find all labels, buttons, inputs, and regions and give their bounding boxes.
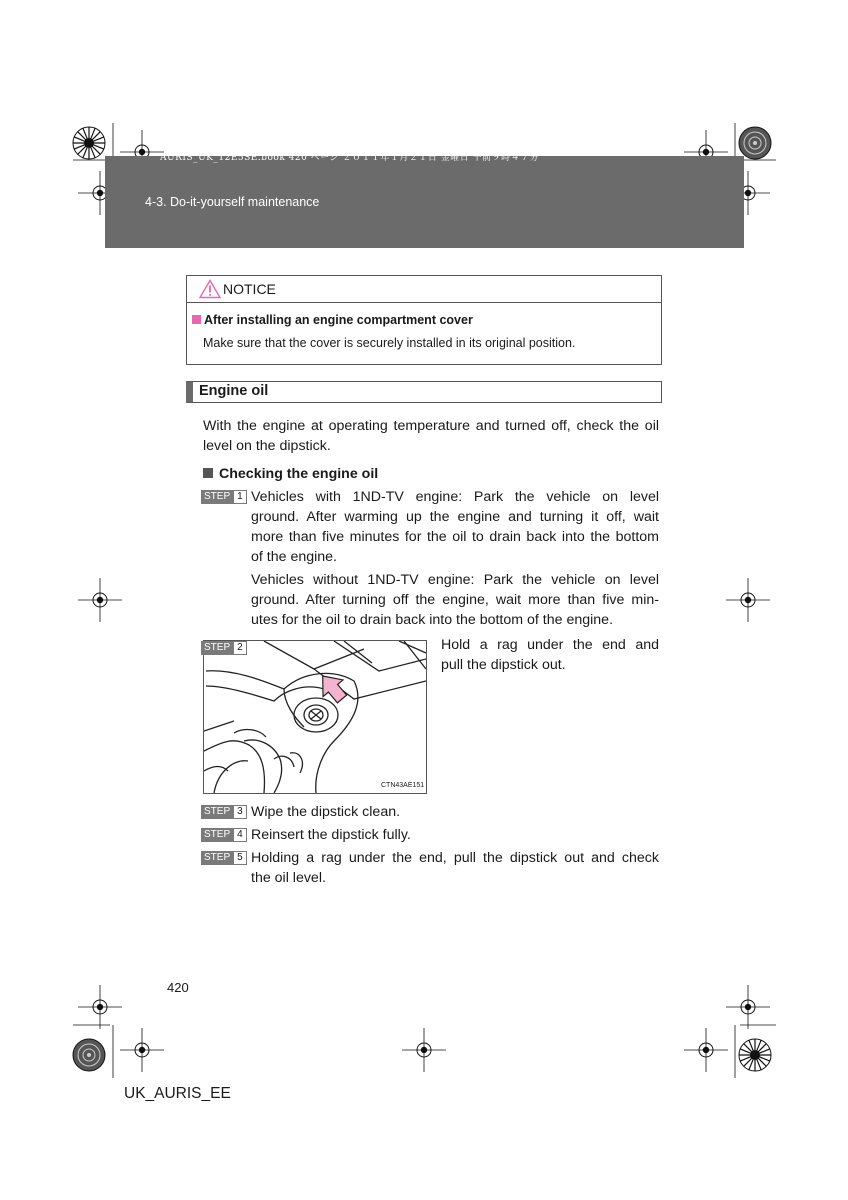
section-heading-text: Engine oil — [199, 383, 269, 399]
square-bullet-icon — [203, 468, 213, 478]
step-word: STEP — [201, 805, 233, 819]
step-word: STEP — [201, 490, 233, 504]
step3-line: Wipe the dipstick clean. — [251, 804, 401, 820]
notice-subheading — [192, 313, 473, 327]
step1-line: of the engine. — [251, 549, 337, 565]
step-badge — [201, 828, 247, 842]
step1-line: ground. After turning off the engine, wait more than five min- — [251, 592, 659, 608]
print-info: AURIS_UK_12E5SE.book 420 ページ ２０１１年１月２１日 金曜日 午前９時４７分 — [160, 153, 540, 163]
step1-line: Vehicles without 1ND-TV engine: Park the vehicle on level — [251, 572, 659, 588]
step1-line: Vehicles with 1ND-TV engine: Park the vehicle on level — [251, 489, 659, 505]
section-label: 4-3. Do-it-yourself maintenance — [145, 195, 320, 209]
subsection-heading — [203, 464, 378, 484]
subsection-heading-text: Checking the engine oil — [219, 466, 379, 482]
step-badge — [201, 851, 247, 865]
pink-square-icon — [192, 315, 201, 324]
step-word: STEP — [201, 851, 233, 865]
notice-header — [187, 276, 661, 303]
step1-line: ground. After warming up the engine and turning it off, wait — [251, 509, 659, 525]
notice-box — [186, 275, 662, 365]
notice-text: Make sure that the cover is securely installed in its original position. — [203, 336, 576, 350]
step-word: STEP — [201, 641, 233, 655]
step-badge — [201, 490, 247, 504]
notice-title: NOTICE — [223, 281, 276, 297]
step4-line: Reinsert the dipstick fully. — [251, 827, 411, 843]
step-badge — [201, 805, 247, 819]
step-number: 5 — [233, 851, 247, 865]
footer-code: UK_AURIS_EE — [124, 1085, 231, 1102]
intro-line-2: level on the dipstick. — [203, 438, 331, 454]
step1-line: utes for the oil to drain back into the bottom of the engine. — [251, 612, 614, 628]
step5-line: Holding a rag under the end, pull the dipstick out and check — [251, 850, 659, 866]
step-number: 1 — [233, 490, 247, 504]
step2-line: Hold a rag under the end and — [441, 637, 659, 653]
step-word: STEP — [201, 828, 233, 842]
warning-triangle-icon — [199, 279, 221, 299]
step-number: 4 — [233, 828, 247, 842]
notice-subheading-text: After installing an engine compartment cover — [204, 313, 473, 327]
step5-line: the oil level. — [251, 870, 326, 886]
step-number: 3 — [233, 805, 247, 819]
step-badge — [201, 641, 247, 655]
dipstick-illustration — [203, 640, 427, 794]
section-heading — [186, 381, 662, 403]
page-number: 420 — [167, 980, 189, 995]
image-code: CTN43AE151 — [381, 782, 425, 789]
step1-line: more than five minutes for the oil to drain back into the bottom — [251, 529, 659, 545]
step2-line: pull the dipstick out. — [441, 657, 566, 673]
step-number: 2 — [233, 641, 247, 655]
intro-line-1: With the engine at operating temperature and turned off, check the oil — [203, 418, 659, 434]
